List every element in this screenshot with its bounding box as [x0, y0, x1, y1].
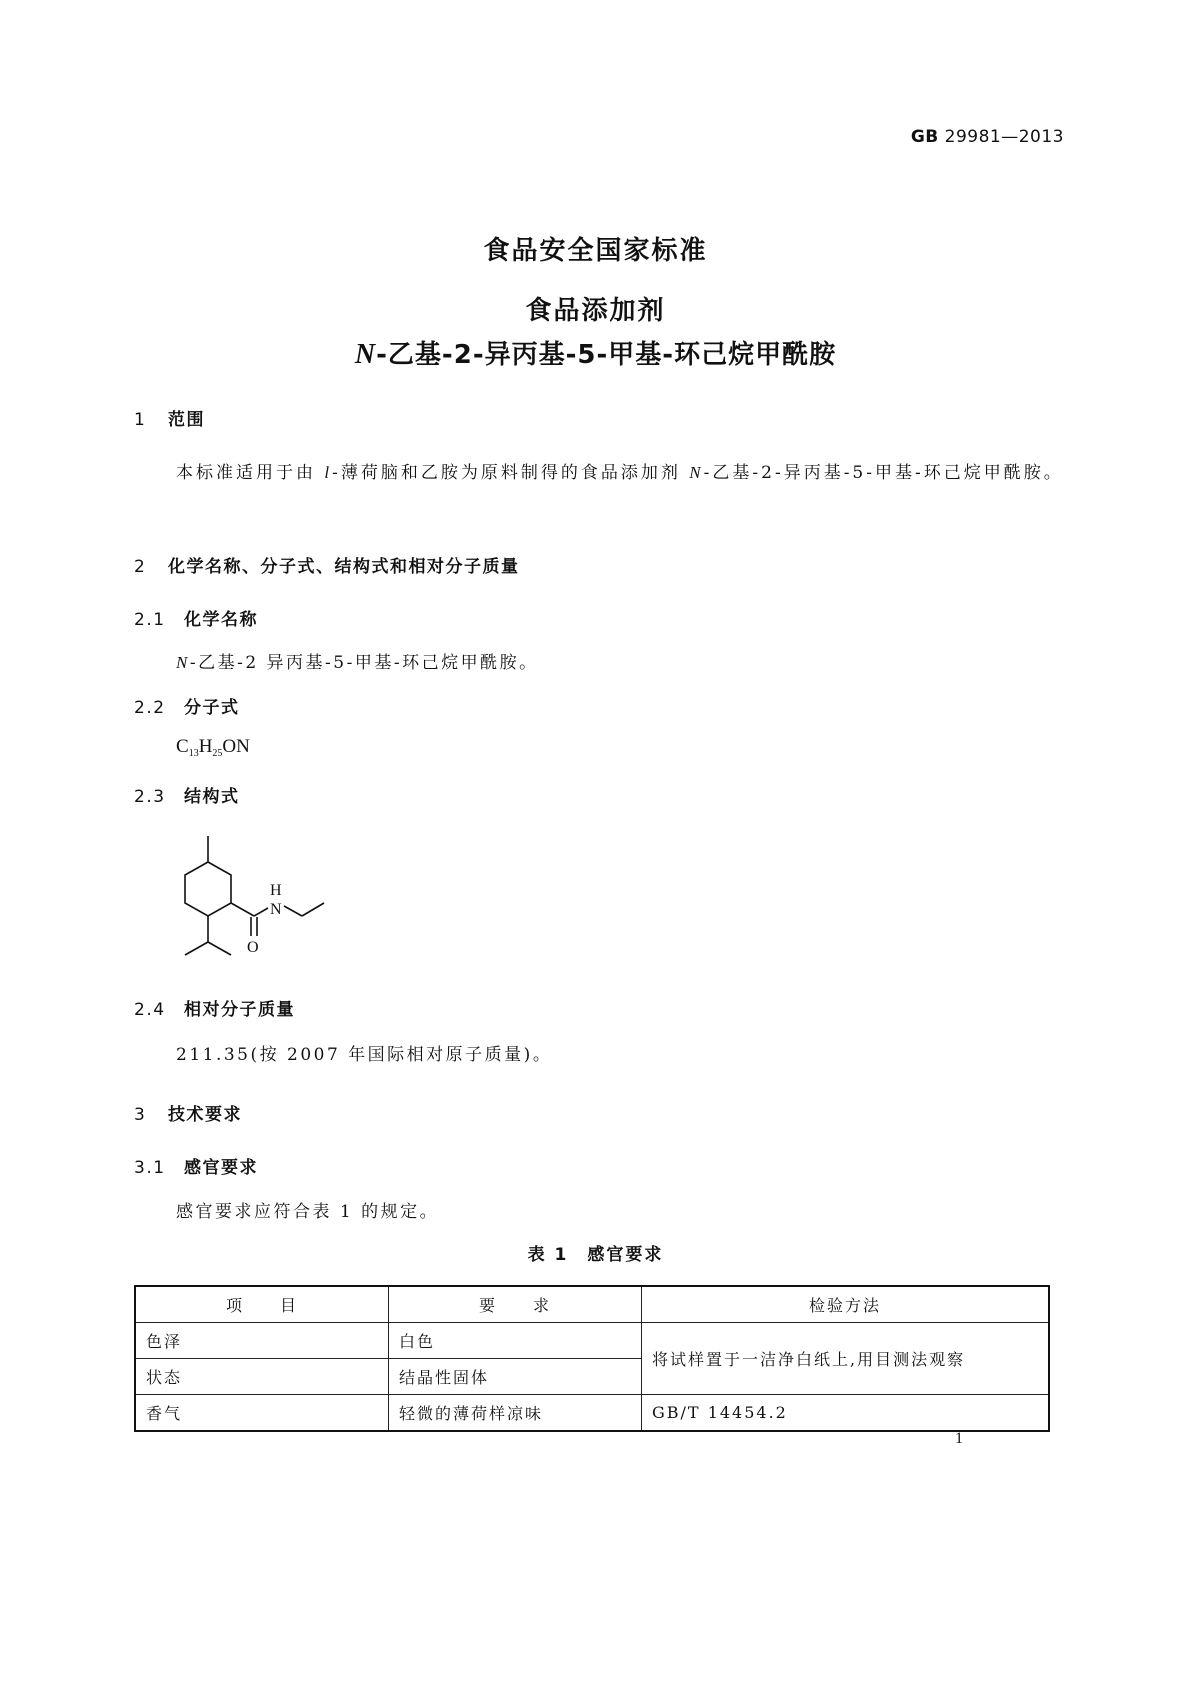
atom-o: O — [247, 939, 259, 956]
cell-item: 状态 — [135, 1359, 389, 1395]
section-3-heading: 3 技术要求 — [134, 1105, 242, 1125]
header-requirement: 要 求 — [389, 1286, 642, 1323]
cyclohexane-ring — [185, 862, 231, 916]
cell-method-merged: 将试样置于一洁净白纸上,用目测法观察 — [642, 1323, 1050, 1395]
section-1-heading: 1 范围 — [134, 410, 205, 430]
standard-code: GB 29981—2013 — [910, 127, 1064, 147]
cell-requirement: 白色 — [389, 1323, 642, 1359]
section-3-1-heading: 3.1 感官要求 — [134, 1158, 258, 1178]
bond-ring-carbonyl — [231, 903, 254, 916]
bond-isopropyl-me2 — [208, 942, 231, 955]
header-method: 检验方法 — [642, 1286, 1050, 1323]
table-row — [135, 1395, 1049, 1432]
section-2-3-heading: 2.3 结构式 — [134, 787, 240, 807]
section-3-1-body: 感官要求应符合表 1 的规定。 — [176, 1202, 440, 1222]
cell-item: 色泽 — [135, 1323, 389, 1359]
table-header-row — [135, 1286, 1049, 1323]
section-2-1-heading: 2.1 化学名称 — [134, 610, 258, 630]
page-number: 1 — [955, 1430, 963, 1447]
doc-title-sub: 食品添加剂 — [525, 296, 666, 326]
header-item: 项 目 — [135, 1286, 389, 1323]
table-row — [135, 1323, 1049, 1359]
bond-ch2-ch3 — [302, 903, 324, 916]
section-2-2-heading: 2.2 分子式 — [134, 698, 240, 718]
bond-n-ch2 — [284, 906, 302, 916]
section-2-heading: 2 化学名称、分子式、结构式和相对分子质量 — [134, 557, 520, 577]
doc-title-main: 食品安全国家标准 — [483, 236, 708, 266]
bond-c-n — [254, 908, 268, 916]
section-2-4-heading: 2.4 相对分子质量 — [134, 1000, 295, 1020]
cell-method: GB/T 14454.2 — [642, 1395, 1050, 1432]
structural-formula — [170, 828, 340, 968]
cell-item: 香气 — [135, 1395, 389, 1432]
sensory-requirements-table — [134, 1285, 1050, 1432]
molecular-weight: 211.35(按 2007 年国际相对原子质量)。 — [176, 1045, 553, 1065]
chemical-name: N-乙基-2 异丙基-5-甲基-环己烷甲酰胺。 — [176, 653, 539, 673]
section-1-body: 本标准适用于由 l-薄荷脑和乙胺为原料制得的食品添加剂 N-乙基-2-异丙基-5-甲基-环己烷甲酰胺。 — [176, 463, 1064, 483]
molecular-formula: $C_{13}H_{25}ON$ — [176, 736, 250, 759]
doc-title-compound: N-乙基-2-异丙基-5-甲基-环己烷甲酰胺 — [354, 339, 837, 370]
atom-h: H — [270, 882, 282, 899]
cell-requirement: 结晶性固体 — [389, 1359, 642, 1395]
table-caption: 表 1 感官要求 — [527, 1245, 664, 1265]
atom-n: N — [270, 901, 282, 918]
bond-isopropyl-me1 — [185, 942, 208, 955]
cell-requirement: 轻微的薄荷样凉味 — [389, 1395, 642, 1432]
structure-bonds — [185, 836, 324, 955]
